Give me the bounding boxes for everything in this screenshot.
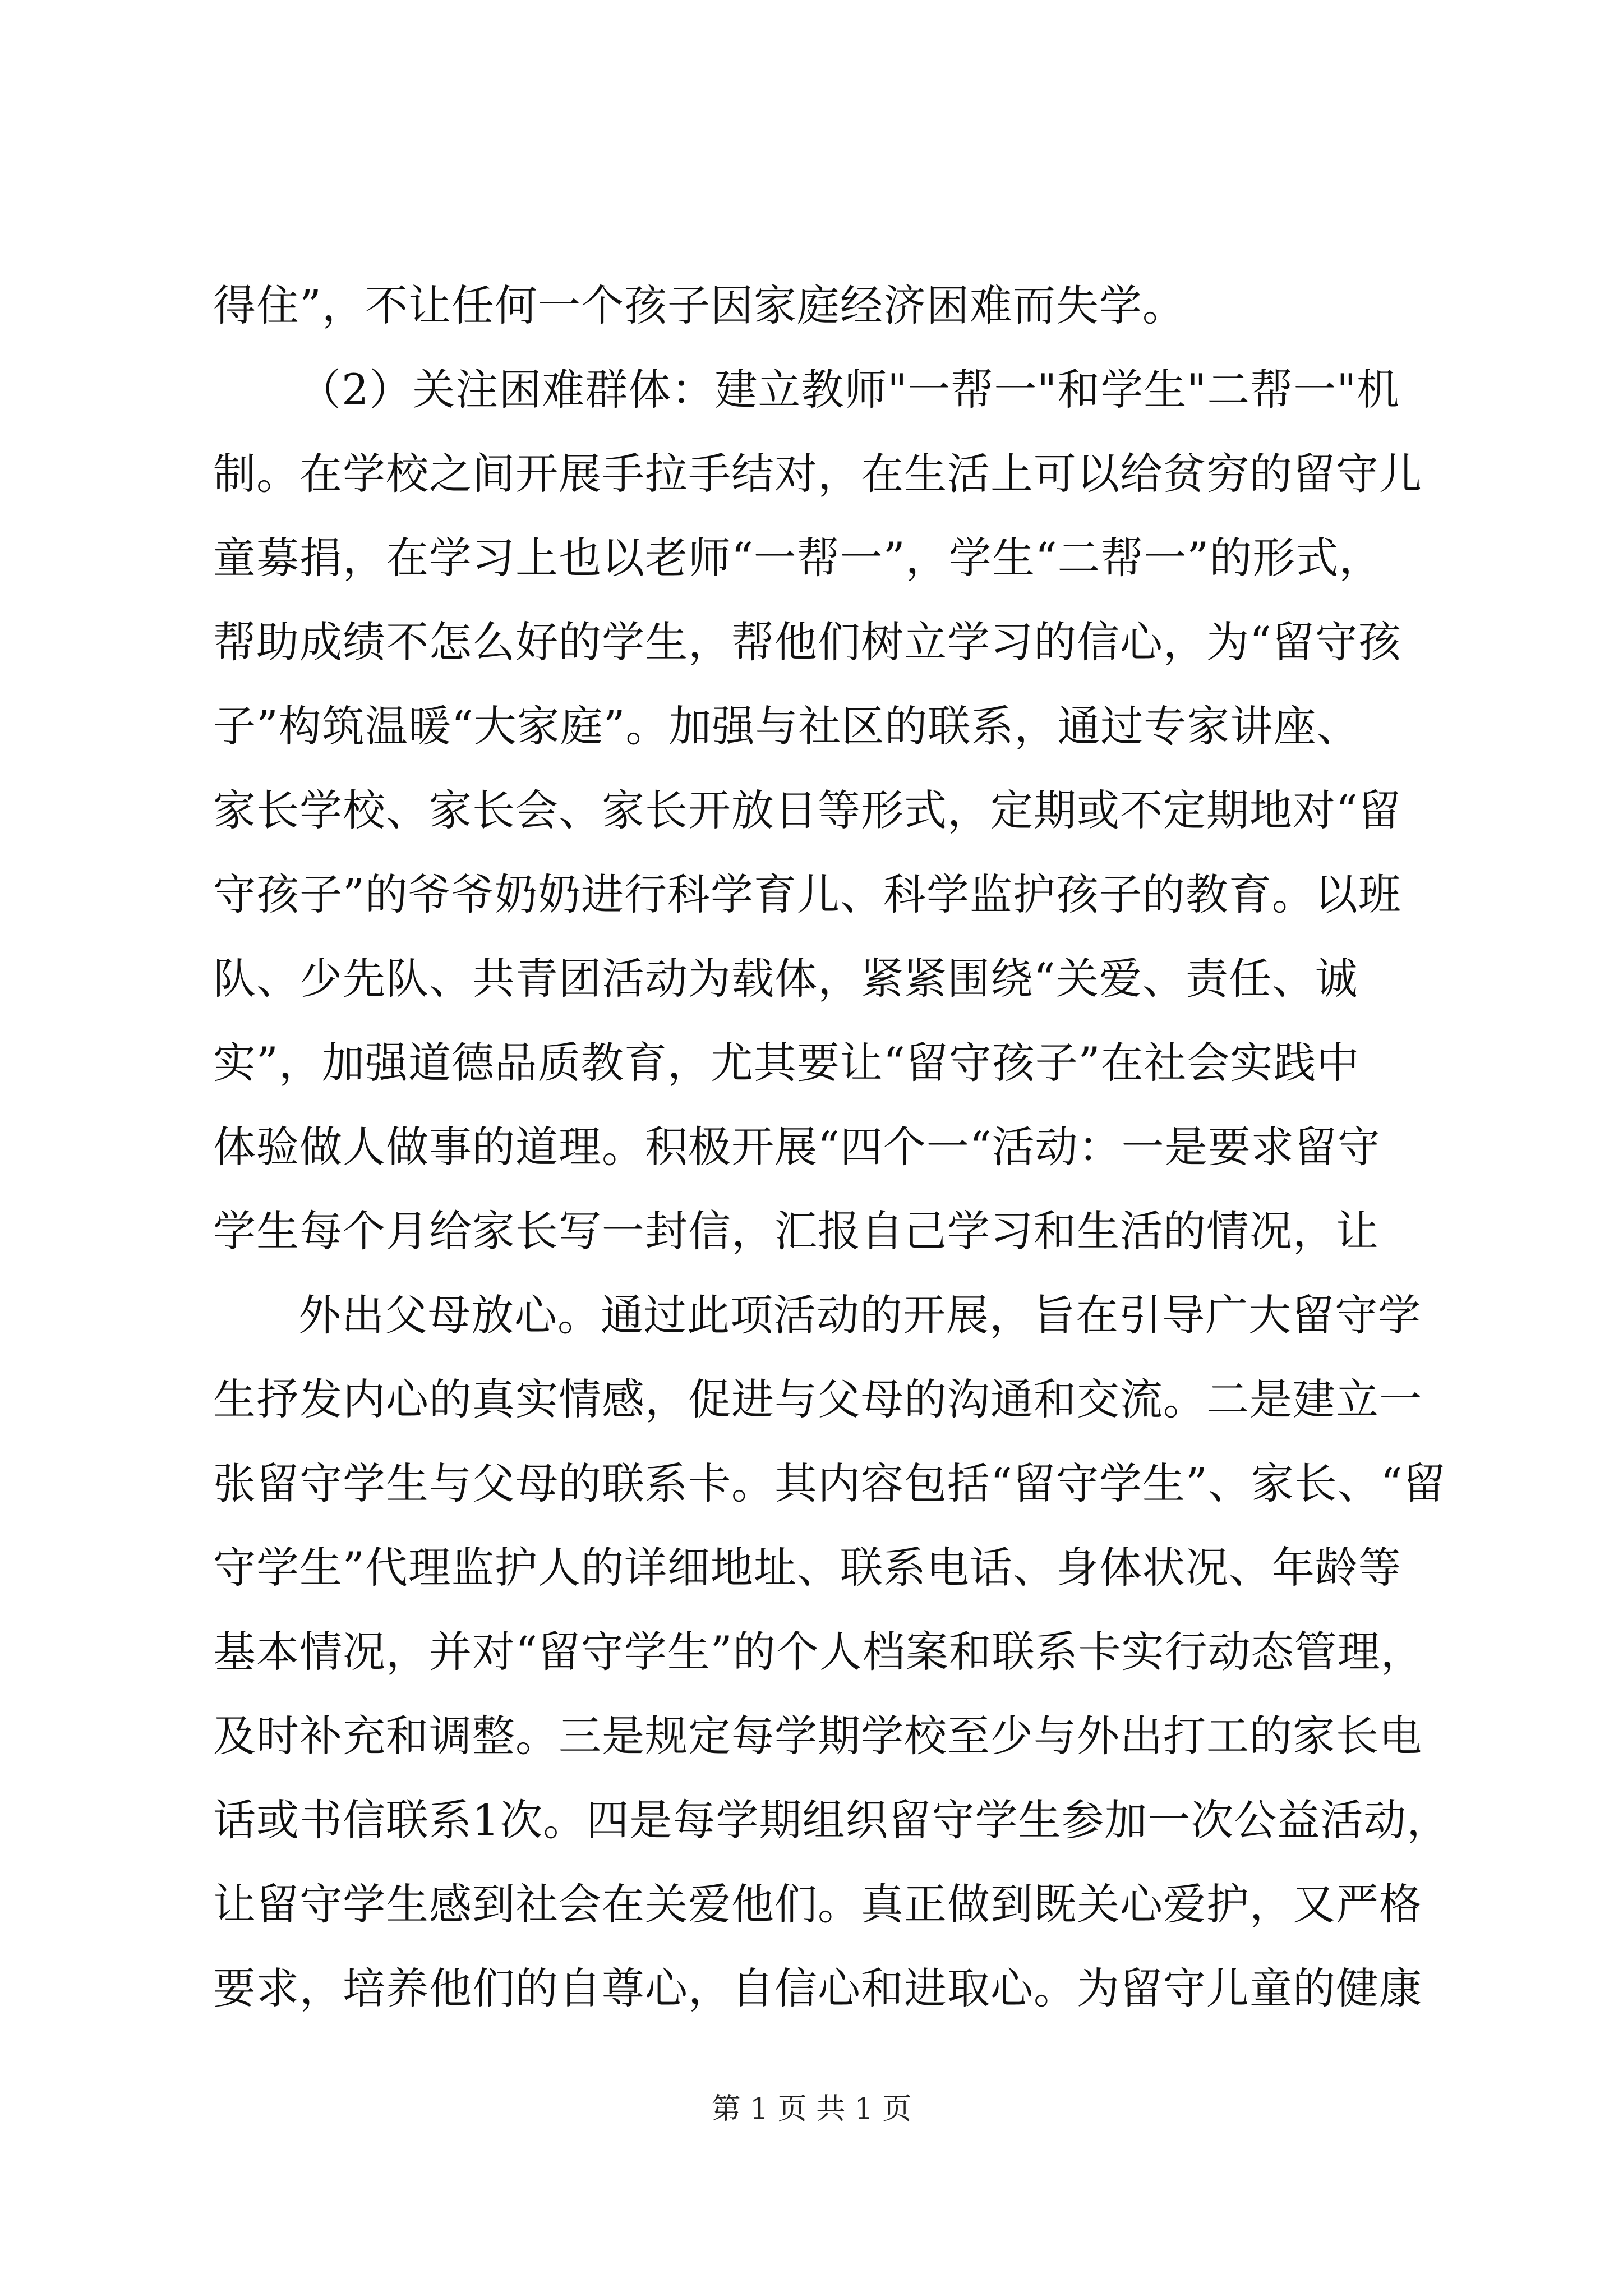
text-line-14: 生抒发内心的真实情感，促进与父母的沟通和交流。二是建立一 (213, 1374, 1422, 1424)
text-line-15: 张留守学生与父母的联系卡。其内容包括“留守学生”、家长、“留 (213, 1458, 1446, 1508)
text-line-1: 得住”，不让任何一个孩子因家庭经济困难而失学。 (213, 280, 1186, 330)
text-line-21: 要求，培养他们的自尊心，自信心和进取心。为留守儿童的健康 (213, 1963, 1422, 2013)
text-line-13: 外出父母放心。通过此项活动的开展，旨在引导广大留守学 (298, 1290, 1421, 1340)
text-line-11: 体验做人做事的道理。积极开展“四个一“活动：一是要求留守 (213, 1122, 1381, 1172)
text-line-20: 让留守学生感到社会在关爱他们。真正做到既关心爱护，又严格 (213, 1879, 1422, 1929)
text-line-10: 实”，加强道德品质教育，尤其要让“留守孩子”在社会实践中 (213, 1038, 1360, 1088)
text-line-9: 队、少先队、共青团活动为载体，紧紧围绕“关爱、责任、诚 (213, 954, 1358, 1004)
text-line-2: （2）关注困难群体：建立教师"一帮一"和学生"二帮一"机 (298, 365, 1400, 415)
text-line-5: 帮助成绩不怎么好的学生，帮他们树立学习的信心，为“留守孩 (213, 617, 1401, 667)
text-line-8: 守孩子”的爷爷奶奶进行科学育儿、科学监护孩子的教育。以班 (213, 869, 1401, 919)
text-line-7: 家长学校、家长会、家长开放日等形式，定期或不定期地对“留 (213, 785, 1401, 835)
text-line-19: 话或书信联系1次。四是每学期组织留守学生参加一次公益活动， (213, 1795, 1450, 1845)
text-line-12: 学生每个月给家长写一封信，汇报自己学习和生活的情况，让 (213, 1206, 1379, 1256)
text-line-16: 守学生”代理监护人的详细地址、联系电话、身体状况、年龄等 (213, 1543, 1401, 1593)
text-line-18: 及时补充和调整。三是规定每学期学校至少与外出打工的家长电 (213, 1711, 1422, 1761)
text-line-3: 制。在学校之间开展手拉手结对，在生活上可以给贫穷的留守儿 (213, 449, 1422, 499)
body-text (213, 264, 1450, 2031)
page-footer: 第 1 页 共 1 页 (711, 2092, 912, 2126)
text-line-4: 童募捐，在学习上也以老师“一帮一”，学生“二帮一”的形式， (213, 533, 1382, 583)
text-line-6: 子”构筑温暖“大家庭”。加强与社区的联系，通过专家讲座、 (213, 701, 1360, 751)
text-line-17: 基本情况，并对“留守学生”的个人档案和联系卡实行动态管理， (213, 1627, 1424, 1677)
